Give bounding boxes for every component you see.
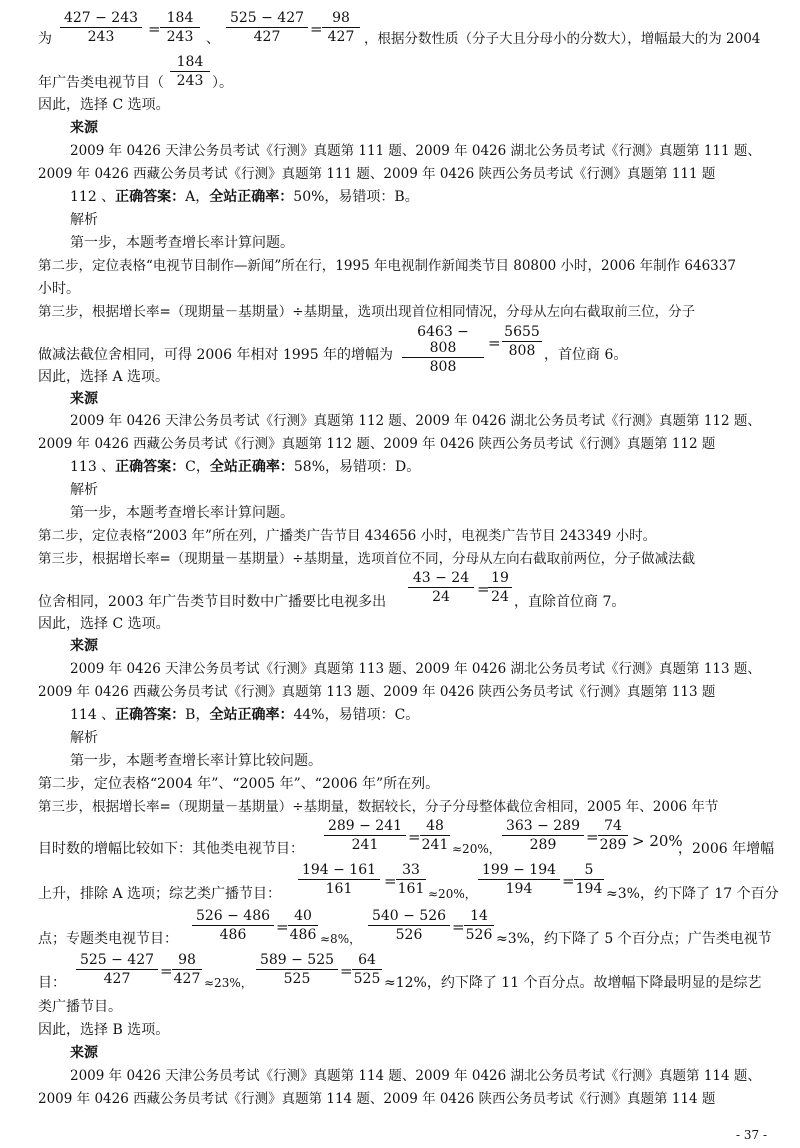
equals-sign: =: [562, 872, 575, 890]
equals-sign: =: [408, 828, 421, 846]
text-line: ，首位商 6。: [544, 347, 628, 363]
text-line: 小时。: [38, 281, 80, 297]
text-line: 做减法截位舍相同，可得 2006 年相对 1995 年的增幅为: [38, 347, 394, 363]
fraction: 289 − 241 241: [324, 818, 406, 853]
text-line: ≈8%，: [320, 932, 362, 946]
text-line: 第三步，根据增长率=（现期量－基期量）÷基期量，选项首位不同，分母从左向右截取前两位，分子做减法截: [38, 551, 696, 567]
text-line: 2009 年 0426 天津公务员考试《行测》真题第 112 题、2009 年 0426 湖北公务员考试《行测》真题第 112 题、: [70, 413, 761, 429]
equals-sign: =: [384, 872, 397, 890]
text-line: 、: [206, 31, 220, 47]
text-line: ≈23%，: [204, 976, 253, 990]
text-line: 类广播节目。: [38, 999, 122, 1015]
text-line: 2009 年 0426 天津公务员考试《行测》真题第 113 题、2009 年 0426 湖北公务员考试《行测》真题第 113 题、: [70, 661, 761, 677]
fraction: 5 194: [575, 862, 603, 897]
fraction: 98 427: [322, 10, 360, 45]
source-heading: 来源: [70, 391, 98, 407]
text-line: 第一步，本题考查增长率计算问题。: [70, 235, 294, 251]
text-line: 因此，选择 A 选项。: [38, 369, 170, 385]
text-line: ≈12%，约下降了 11 个百分点。故增幅下降最明显的是综艺: [384, 975, 762, 991]
question-header: 114 、正确答案：B，全站正确率：44%，易错项：C。: [70, 707, 420, 723]
text-line: 2009 年 0426 西藏公务员考试《行测》真题第 111 题、2009 年 0426 陕西公务员考试《行测》真题第 111 题: [38, 166, 716, 182]
fraction: 194 − 161 161: [298, 862, 380, 897]
fraction: 199 − 194 194: [478, 862, 560, 897]
text-line: 第二步，定位表格“2003 年”所在列，广播类广告节目 434656 小时，电视类广告节目 243349 小时。: [38, 528, 657, 544]
text-line: ≈20%，: [428, 887, 477, 901]
text-line: 因此，选择 C 选项。: [38, 97, 170, 113]
equals-sign: =: [477, 580, 490, 598]
text-line: 因此，选择 C 选项。: [38, 616, 170, 632]
fraction: 525 − 427 427: [76, 952, 158, 987]
text-line: ，2006 年增幅: [678, 841, 775, 857]
fraction: 33 161: [397, 862, 425, 897]
text-line: 目时数的增幅比较如下：其他类电视节目：: [38, 841, 304, 857]
text-line: ≈3%，约下降了 17 个百分: [606, 886, 779, 902]
text-line: 为: [38, 31, 52, 47]
fraction: 363 − 289 289: [502, 818, 584, 853]
text-line: 第二步，定位表格“电视节目制作—新闻”所在行，1995 年电视制作新闻类节目 80800 小时，2006 年制作 646337: [38, 258, 736, 274]
analysis-heading: 解析: [70, 482, 98, 498]
text-line: 第三步，根据增长率=（现期量－基期量）÷基期量，选项出现首位相同情况，分母从左向右截取前三位，分子: [38, 304, 696, 320]
question-header: 112 、正确答案：A，全站正确率：50%，易错项：B。: [70, 189, 419, 205]
text-line: 2009 年 0426 西藏公务员考试《行测》真题第 113 题、2009 年 0426 陕西公务员考试《行测》真题第 113 题: [38, 684, 716, 700]
analysis-heading: 解析: [70, 730, 98, 746]
text-line: 年广告类电视节目（: [38, 75, 164, 91]
source-heading: 来源: [70, 120, 98, 136]
text-line: 第二步，定位表格“2004 年”、“2005 年”、“2006 年”所在列。: [38, 776, 440, 792]
equals-sign: =: [452, 918, 465, 936]
equals-sign: =: [276, 918, 289, 936]
text-line: 位舍相同，2003 年广告类节目时数中广播要比电视多出: [38, 594, 387, 610]
fraction: 525 − 427 427: [226, 10, 308, 45]
text-line: ）。: [212, 75, 233, 91]
fraction: 98 427: [173, 952, 201, 987]
equals-sign: =: [148, 20, 161, 38]
text-line: 第三步，根据增长率=（现期量－基期量）÷基期量，数据较长，分子分母整体截位舍相同，2005 年、2006 年节: [38, 799, 719, 815]
fraction: 526 − 486 486: [192, 908, 274, 943]
text-line: 上升，排除 A 选项；综艺类广播节目：: [38, 886, 282, 902]
text-line: 第一步，本题考查增长率计算问题。: [70, 505, 294, 521]
text-line: 点；专题类电视节目：: [38, 931, 178, 947]
fraction: 184 243: [160, 10, 200, 45]
equals-sign: =: [310, 20, 323, 38]
text-line: ，根据分数性质（分子大且分母小的分数大），增幅最大的为 2004: [364, 31, 761, 47]
text-line: ≈3%，约下降了 5 个百分点；广告类电视节: [496, 931, 772, 947]
text-line: 2009 年 0426 天津公务员考试《行测》真题第 111 题、2009 年 0426 湖北公务员考试《行测》真题第 111 题、: [70, 143, 761, 159]
fraction: 74 289: [599, 818, 627, 853]
fraction: 19 24: [488, 570, 512, 605]
question-header: 113 、正确答案：C，全站正确率：58%，易错项：D。: [70, 459, 421, 475]
equals-sign: =: [340, 962, 353, 980]
text-line: 目：: [38, 975, 66, 991]
text-line: 2009 年 0426 西藏公务员考试《行测》真题第 112 题、2009 年 0426 陕西公务员考试《行测》真题第 112 题: [38, 436, 716, 452]
fraction: 14 526: [465, 908, 493, 943]
fraction: 5655 808: [502, 324, 542, 359]
text-line: 2009 年 0426 西藏公务员考试《行测》真题第 114 题、2009 年 0426 陕西公务员考试《行测》真题第 114 题: [38, 1091, 716, 1107]
fraction: 40 486: [289, 908, 317, 943]
fraction: 6463 − 808 808: [402, 324, 484, 375]
text-line: ，直除首位商 7。: [514, 594, 626, 610]
source-heading: 来源: [70, 638, 98, 654]
text-line: > 20%: [632, 832, 683, 850]
fraction: 589 − 525 525: [256, 952, 338, 987]
equals-sign: =: [586, 828, 599, 846]
equals-sign: =: [160, 962, 173, 980]
text-line: 第一步，本题考查增长率计算比较问题。: [70, 753, 322, 769]
text-line: 2009 年 0426 天津公务员考试《行测》真题第 114 题、2009 年 0426 湖北公务员考试《行测》真题第 114 题、: [70, 1068, 761, 1084]
fraction: 48 241: [421, 818, 449, 853]
text-line: 因此，选择 B 选项。: [38, 1022, 170, 1038]
fraction: 427 − 243 243: [60, 10, 142, 45]
page-number: - 37 -: [736, 1128, 768, 1142]
source-heading: 来源: [70, 1045, 98, 1061]
fraction: 540 − 526 526: [368, 908, 450, 943]
text-line: ≈20%，: [452, 842, 501, 856]
fraction: 64 525: [353, 952, 381, 987]
analysis-heading: 解析: [70, 212, 98, 228]
fraction: 43 − 24 24: [408, 570, 474, 605]
equals-sign: =: [488, 334, 501, 352]
fraction: 184 243: [170, 54, 210, 89]
